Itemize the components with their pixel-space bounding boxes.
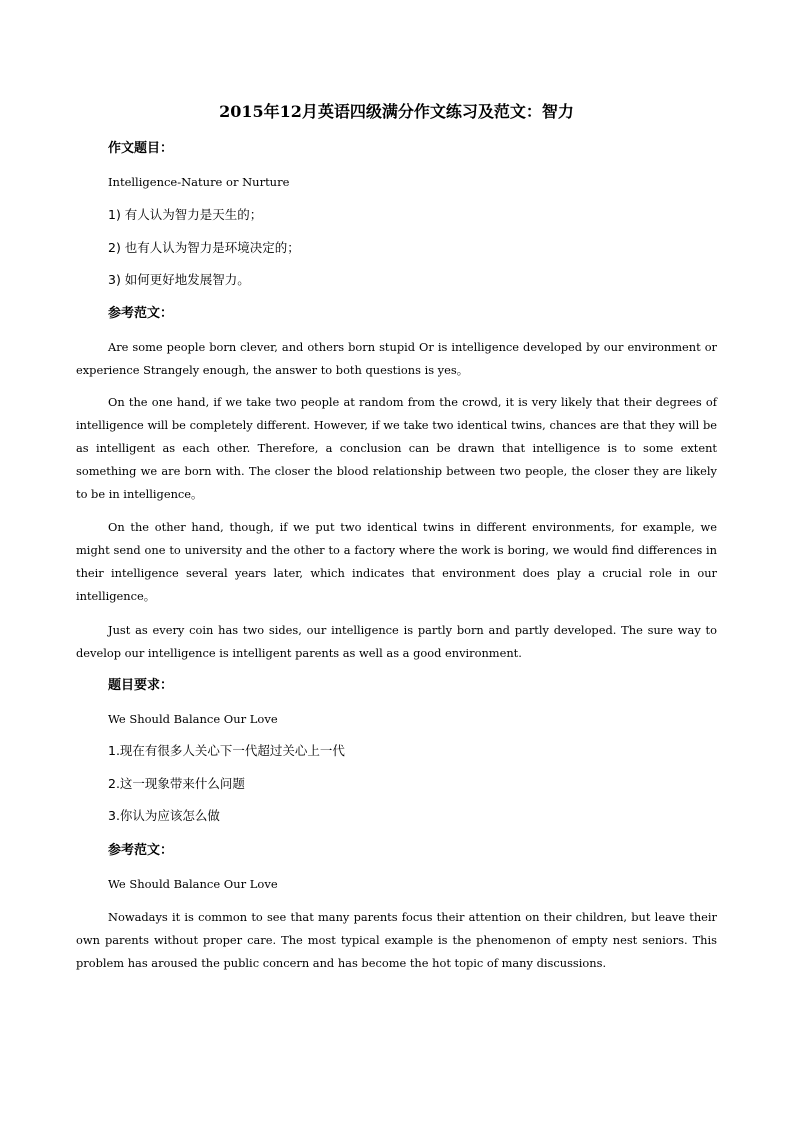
- section1-paragraph-4: Just as every coin has two sides, our intelligence is partly born and partly developed. The sure way to develop our intelligence is intelligent parents as well as a good environment.: [76, 623, 717, 660]
- document-title: 2015年12月英语四级满分作文练习及范文：智力: [219, 102, 574, 121]
- section2-sample-title: We Should Balance Our Love: [108, 877, 278, 891]
- section1-paragraph-3: On the other hand, though, if we put two identical twins in different environments, for example, we might send one to university and the other to a factory where the work is boring, we would find differences in their intelligence several years later, which indicates that environment does play a crucial role in our intelligence。: [76, 520, 717, 603]
- section2-point-2: 2.这一现象带来什么问题: [108, 776, 245, 791]
- section1-paragraph-2: On the one hand, if we take two people at random from the crowd, it is very likely that their degrees of intelligence will be completely different. However, if we take two identical twins, chances are that they will be as intelligent as each other. Therefore, a conclusion can be drawn that intelligence is to some extent something we are born with. The closer the blood relationship between two people, the closer they are likely to be in intelligence。: [76, 395, 717, 501]
- section2-heading: 题目要求：: [108, 678, 174, 693]
- section1-point-1: 1) 有人认为智力是天生的；: [108, 207, 263, 222]
- section2-point-3: 3.你认为应该怎么做: [108, 808, 220, 823]
- section1-heading: 作文题目：: [108, 141, 174, 156]
- section1-topic: Intelligence-Nature or Nurture: [108, 175, 290, 189]
- section2-point-1: 1.现在有很多人关心下一代超过关心上一代: [108, 743, 345, 758]
- section2-topic: We Should Balance Our Love: [108, 712, 278, 726]
- section1-paragraph-1: Are some people born clever, and others born stupid Or is intelligence developed by our environment or experience Strangely enough, the answer to both questions is yes。: [76, 340, 717, 377]
- section2-paragraph-1: Nowadays it is common to see that many parents focus their attention on their children, but leave their own parents without proper care. The most typical example is the phenomenon of empty nest seniors. This problem has aroused the public concern and has become the hot topic of many discussions.: [76, 910, 717, 970]
- section1-sample-heading: 参考范文：: [108, 306, 174, 321]
- section2-sample-heading: 参考范文：: [108, 843, 174, 858]
- section1-point-2: 2) 也有人认为智力是环境决定的；: [108, 240, 300, 255]
- section1-point-3: 3) 如何更好地发展智力。: [108, 272, 250, 287]
